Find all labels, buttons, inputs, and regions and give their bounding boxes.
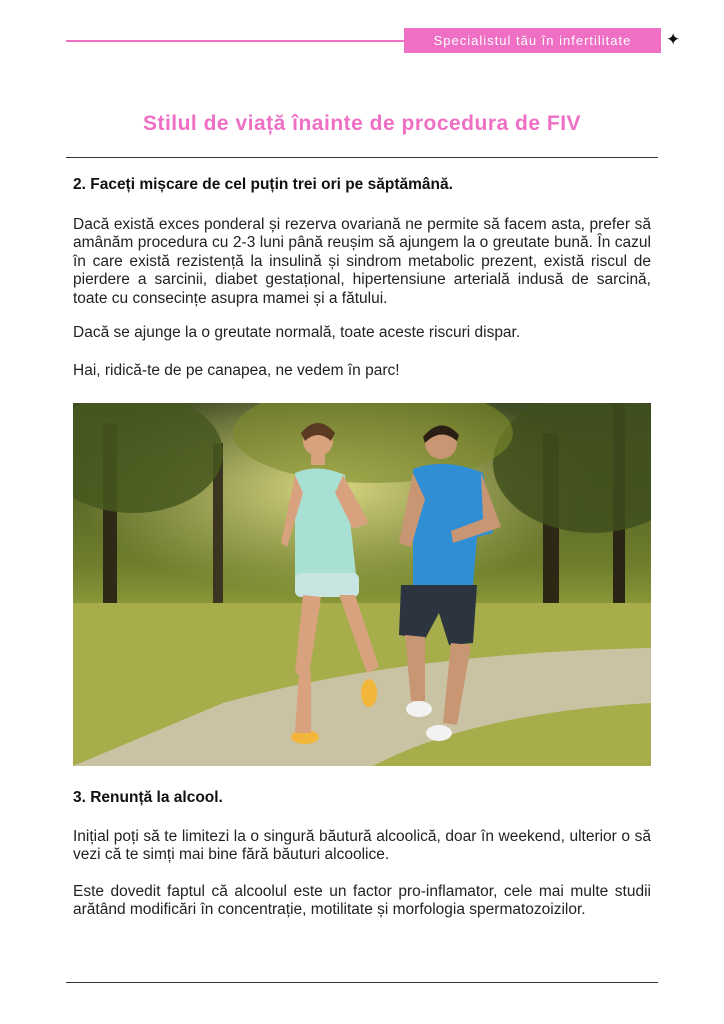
footer-divider (66, 982, 658, 983)
section-2-heading: 2. Faceți mișcare de cel puțin trei ori pe săptămână. (73, 176, 453, 193)
section-3-paragraph-1: Inițial poți să te limitezi la o singură băutură alcoolică, doar în weekend, ulterior o să vezi că te simți mai bine fără băuturi alcoolice. (73, 828, 651, 864)
header-accent-line (66, 40, 406, 42)
section-3-paragraph-2: Este dovedit faptul că alcoolul este un factor pro-inflamator, cele mai multe studii arătând modificări în concentrație, motilitate și morfologia spermatozoizilor. (73, 883, 651, 919)
sparkle-star-icon: ✦ (666, 30, 681, 49)
title-divider (66, 157, 658, 158)
section-2-paragraph-3: Hai, ridică-te de pe canapea, ne vedem în parc! (73, 362, 400, 379)
section-2-paragraph-1: Dacă există exces ponderal și rezerva ovariană ne permite să facem asta, prefer să amânăm procedura cu 2-3 luni până reușim să ajungem la o greutate bună. În cazul în care există rezistență la insulină și sindrom metabolic prezent, există riscul de pierdere a sarcinii, diabet gestațional, hipertensiune arterială indusă de sarcină, toate cu consecințe asupra mamei și a fătului. (73, 216, 651, 307)
section-2-paragraph-2: Dacă se ajunge la o greutate normală, toate aceste riscuri dispar. (73, 324, 521, 341)
section-3-heading: 3. Renunță la alcool. (73, 789, 223, 806)
page-title: Stilul de viață înainte de procedura de FIV (142, 112, 582, 135)
specialist-badge: Specialistul tău în infertilitate (404, 28, 661, 53)
couple-jogging-photo (73, 403, 651, 766)
